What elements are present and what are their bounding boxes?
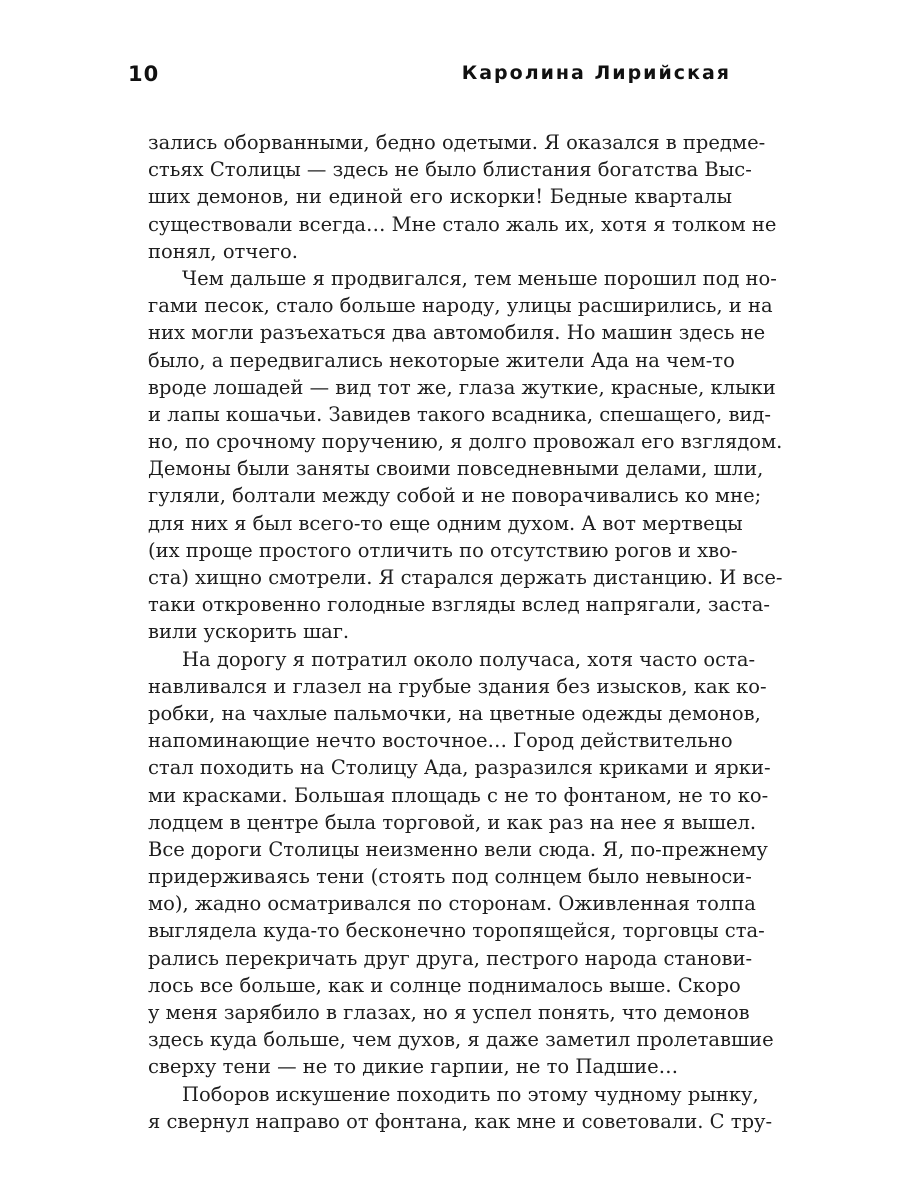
text-line: придерживаясь тени (стоять под солнцем было невыноси- (148, 865, 752, 889)
paragraph (148, 129, 777, 265)
body-text (148, 129, 783, 1135)
text-line: Все дороги Столицы неизменно вели сюда. Я, по-прежнему (148, 837, 768, 861)
text-line: Поборов искушение походить по этому чудному рынку, (182, 1082, 759, 1106)
text-line: стал походить на Столицу Ада, разразился криками и ярки- (148, 756, 771, 780)
text-line: рались перекричать друг друга, пестрого народа станови- (148, 946, 753, 970)
text-line: напоминающие нечто восточное… Город действительно (148, 729, 733, 753)
text-line: мо), жадно осматривался по сторонам. Оживленная толпа (148, 892, 756, 916)
text-line: вили ускорить шаг. (148, 620, 350, 644)
text-line: но, по срочному поручению, я долго провожал его взглядом. (148, 430, 783, 454)
text-line: сверху тени — не то дикие гарпии, не то Падшие… (148, 1055, 679, 1079)
text-line: гуляли, болтали между собой и не поворачивались ко мне; (148, 484, 762, 508)
text-line: ми красками. Большая площадь с не то фонтаном, не то ко- (148, 783, 769, 807)
text-line: навливался и глазел на грубые здания без изысков, как ко- (148, 674, 767, 698)
text-line: ста) хищно смотрели. Я старался держать дистанцию. И все- (148, 566, 783, 589)
paragraph (148, 1081, 773, 1135)
text-line: Чем дальше я продвигался, тем меньше порошил под но- (182, 266, 777, 290)
text-line: ших демонов, ни единой его искорки! Бедные кварталы (148, 185, 732, 209)
text-line: лось все больше, как и солнце поднималось выше. Скоро (148, 973, 741, 997)
text-line: было, а передвигались некоторые жители Ада на чем-то (148, 348, 735, 372)
text-line: существовали всегда… Мне стало жаль их, хотя я толком не (148, 212, 777, 236)
text-line: здесь куда больше, чем духов, я даже заметил пролетавшие (148, 1028, 774, 1052)
text-line: понял, отчего. (148, 239, 298, 263)
text-line: гами песок, стало больше народу, улицы расширились, и на (148, 294, 773, 318)
text-line: у меня зарябило в глазах, но я успел понять, что демонов (148, 1001, 750, 1024)
text-line: На дорогу я потратил около получаса, хотя часто оста- (182, 647, 756, 671)
text-line: зались оборванными, бедно одетыми. Я оказался в предме- (148, 131, 766, 154)
text-line: лодцем в центре была торговой, и как раз на нее я вышел. (148, 810, 757, 834)
text-line: для них я был всего-то еще одним духом. А вот мертвецы (148, 511, 743, 535)
text-line: и лапы кошачьи. Завидев такого всадника, спешащего, вид- (148, 402, 772, 426)
paragraph (148, 646, 774, 1081)
text-line: я свернул направо от фонтана, как мне и советовали. С тру- (148, 1109, 773, 1133)
running-header (128, 62, 731, 94)
author-name: Каролина Лирийская (461, 62, 731, 84)
text-line: них могли разъехаться два автомобиля. Но машин здесь не (148, 321, 766, 345)
text-line: Демоны были заняты своими повседневными делами, шли, (148, 457, 764, 481)
page-number: 10 (128, 62, 160, 86)
text-line: таки откровенно голодные взгляды вслед напрягали, заста- (148, 593, 771, 617)
text-line: вроде лошадей — вид тот же, глаза жуткие, красные, клыки (148, 375, 776, 399)
text-line: робки, на чахлые пальмочки, на цветные одежды демонов, (148, 701, 761, 725)
text-line: стьях Столицы — здесь не было блистания богатства Выс- (148, 158, 752, 182)
paragraph (148, 265, 783, 646)
text-line: (их проще простого отличить по отсутствию рогов и хво- (148, 538, 738, 562)
text-line: выглядела куда-то бесконечно торопящейся, торговцы ста- (148, 919, 765, 943)
